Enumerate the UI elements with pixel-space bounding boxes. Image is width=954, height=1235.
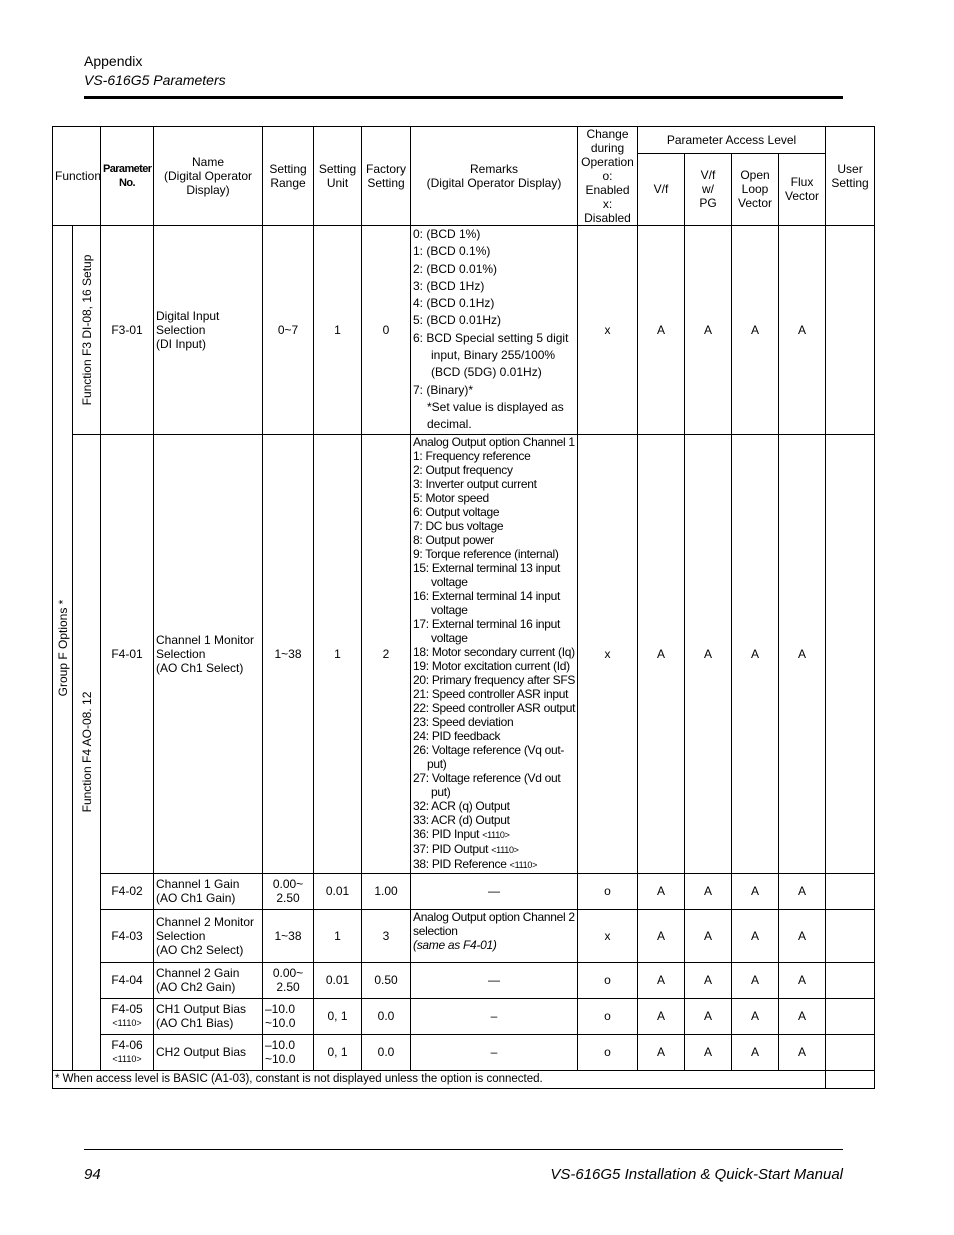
param-name: Channel 2 Gain (AO Ch2 Gain) — [154, 962, 263, 998]
access-vf: A — [638, 1034, 685, 1070]
table-row — [53, 1034, 875, 1070]
setting-range: –10.0 ~10.0 — [263, 998, 314, 1034]
col-header-factory-setting: Factory Setting — [362, 127, 411, 226]
col-header-open-loop-vector: Open Loop Vector — [732, 153, 779, 225]
change-during-operation: x — [578, 226, 638, 435]
page-number: 94 — [84, 1166, 101, 1183]
table-row — [53, 873, 875, 909]
user-setting — [826, 909, 875, 962]
group-label: Group F Options * — [53, 226, 73, 1071]
setting-range: 0~7 — [263, 226, 314, 435]
access-flux-vector: A — [779, 909, 826, 962]
col-header-parameter-no: Parameter No. — [101, 127, 154, 226]
remarks: 0: (BCD 1%) 1: (BCD 0.1%) 2: (BCD 0.01%) 3: (BCD 1Hz) 4: (BCD 0.1Hz) 5: (BCD 0.01Hz) 6: BCD Special setting 5 digit input, Binary 255/100% (BCD (5DG) 0.01Hz) 7: (Binary)* *Set value is displayed as decimal. — [411, 226, 578, 435]
setting-unit: 0.01 — [314, 962, 362, 998]
setting-range: 1~38 — [263, 909, 314, 962]
access-vf-pg: A — [685, 434, 732, 873]
access-vf-pg: A — [685, 226, 732, 435]
access-vf-pg: A — [685, 873, 732, 909]
user-setting — [826, 998, 875, 1034]
access-vf: A — [638, 909, 685, 962]
manual-title: VS-616G5 Installation & Quick-Start Manual — [550, 1166, 843, 1183]
remarks: – — [411, 1034, 578, 1070]
setting-range: 0.00~ 2.50 — [263, 873, 314, 909]
change-during-operation: o — [578, 1034, 638, 1070]
table-row — [53, 998, 875, 1034]
access-vf-pg: A — [685, 998, 732, 1034]
access-vf: A — [638, 873, 685, 909]
param-no: F4-05 <1110> — [101, 998, 154, 1034]
table-row — [53, 226, 875, 435]
access-vf-pg: A — [685, 909, 732, 962]
setting-unit: 1 — [314, 909, 362, 962]
remarks: — — [411, 873, 578, 909]
col-header-vf: V/f — [638, 153, 685, 225]
access-flux-vector: A — [779, 1034, 826, 1070]
header-appendix: Appendix — [84, 53, 143, 69]
param-no: F3-01 — [101, 226, 154, 435]
setting-unit: 1 — [314, 434, 362, 873]
table-row — [53, 434, 875, 873]
user-setting — [826, 226, 875, 435]
header-rule — [84, 96, 843, 99]
user-setting — [826, 434, 875, 873]
change-during-operation: x — [578, 909, 638, 962]
table-header-row — [53, 127, 875, 154]
param-no: F4-02 — [101, 873, 154, 909]
param-name: Channel 1 Gain (AO Ch1 Gain) — [154, 873, 263, 909]
access-flux-vector: A — [779, 998, 826, 1034]
user-setting — [826, 962, 875, 998]
table-row — [53, 962, 875, 998]
col-header-remarks: Remarks (Digital Operator Display) — [411, 127, 578, 226]
remarks: Analog Output option Channel 2 selection (same as F4-01) — [411, 909, 578, 962]
access-flux-vector: A — [779, 226, 826, 435]
factory-setting: 0.0 — [362, 998, 411, 1034]
change-during-operation: o — [578, 873, 638, 909]
access-flux-vector: A — [779, 962, 826, 998]
access-open-loop-vector: A — [732, 434, 779, 873]
change-during-operation: x — [578, 434, 638, 873]
setting-range: 1~38 — [263, 434, 314, 873]
remarks: Analog Output option Channel 1 1: Frequency reference 2: Output frequency 3: Inverter output current 5: Motor speed 6: Output voltage 7: DC bus voltage 8: Output power 9: Torque reference (internal) 15: External terminal 13 input voltage 16: External terminal 14 input voltage 17: External terminal 16 input voltage 18: Motor secondary current (Iq) 19: Motor excitation current (Id) 20: Primary frequency after SFS 21: Speed controller ASR input 22: Speed controller ASR output 23: Speed deviation 24: PID feedback 26: Voltage reference (Vq out- put) 27: Voltage reference (Vd out put) 32: ACR (q) Output 33: ACR (d) Output 36: PID Input <1110> 37: PID Output <1110> 38: PID Reference <1110> — [411, 434, 578, 873]
function-label-f4: Function F4 AO-08. 12 — [73, 434, 101, 1070]
setting-unit: 0, 1 — [314, 998, 362, 1034]
param-name: CH1 Output Bias (AO Ch1 Bias) — [154, 998, 263, 1034]
table-row — [53, 909, 875, 962]
setting-unit: 0, 1 — [314, 1034, 362, 1070]
col-header-user-setting: User Setting — [826, 127, 875, 226]
access-open-loop-vector: A — [732, 226, 779, 435]
factory-setting: 0.0 — [362, 1034, 411, 1070]
col-header-vf-pg: V/f w/ PG — [685, 153, 732, 225]
function-label-f3: Function F3 DI-08, 16 Setup — [73, 226, 101, 435]
header-section-title: VS-616G5 Parameters — [84, 72, 226, 88]
remarks: – — [411, 998, 578, 1034]
footnote-row — [53, 1070, 875, 1088]
factory-setting: 3 — [362, 909, 411, 962]
access-open-loop-vector: A — [732, 998, 779, 1034]
factory-setting: 2 — [362, 434, 411, 873]
access-flux-vector: A — [779, 434, 826, 873]
factory-setting: 0 — [362, 226, 411, 435]
user-setting — [826, 873, 875, 909]
access-vf: A — [638, 998, 685, 1034]
access-open-loop-vector: A — [732, 873, 779, 909]
factory-setting: 1.00 — [362, 873, 411, 909]
footnote-empty-cell — [826, 1070, 875, 1088]
setting-range: 0.00~ 2.50 — [263, 962, 314, 998]
access-vf: A — [638, 226, 685, 435]
access-vf: A — [638, 962, 685, 998]
user-setting — [826, 1034, 875, 1070]
remarks: — — [411, 962, 578, 998]
param-no: F4-01 — [101, 434, 154, 873]
col-header-name: Name (Digital Operator Display) — [154, 127, 263, 226]
col-header-setting-unit: Setting Unit — [314, 127, 362, 226]
col-header-flux-vector: Flux Vector — [779, 153, 826, 225]
param-name: Channel 1 Monitor Selection (AO Ch1 Select) — [154, 434, 263, 873]
param-no: F4-04 — [101, 962, 154, 998]
footnote: * When access level is BASIC (A1-03), constant is not displayed unless the option is connected. — [53, 1070, 826, 1088]
param-no: F4-03 — [101, 909, 154, 962]
param-name: Channel 2 Monitor Selection (AO Ch2 Select) — [154, 909, 263, 962]
access-vf-pg: A — [685, 962, 732, 998]
factory-setting: 0.50 — [362, 962, 411, 998]
setting-range: –10.0 ~10.0 — [263, 1034, 314, 1070]
param-no: F4-06 <1110> — [101, 1034, 154, 1070]
access-open-loop-vector: A — [732, 1034, 779, 1070]
access-vf-pg: A — [685, 1034, 732, 1070]
access-flux-vector: A — [779, 873, 826, 909]
parameter-table — [52, 126, 875, 1089]
change-during-operation: o — [578, 998, 638, 1034]
col-header-access-level: Parameter Access Level — [638, 127, 826, 154]
footer-rule — [84, 1149, 843, 1150]
access-open-loop-vector: A — [732, 962, 779, 998]
col-header-function: Function — [53, 127, 101, 226]
param-name: Digital Input Selection (DI Input) — [154, 226, 263, 435]
access-open-loop-vector: A — [732, 909, 779, 962]
change-during-operation: o — [578, 962, 638, 998]
access-vf: A — [638, 434, 685, 873]
col-header-setting-range: Setting Range — [263, 127, 314, 226]
col-header-change-during-operation: Change during Operation o: Enabled x: Disabled — [578, 127, 638, 226]
param-name: CH2 Output Bias — [154, 1034, 263, 1070]
setting-unit: 0.01 — [314, 873, 362, 909]
setting-unit: 1 — [314, 226, 362, 435]
